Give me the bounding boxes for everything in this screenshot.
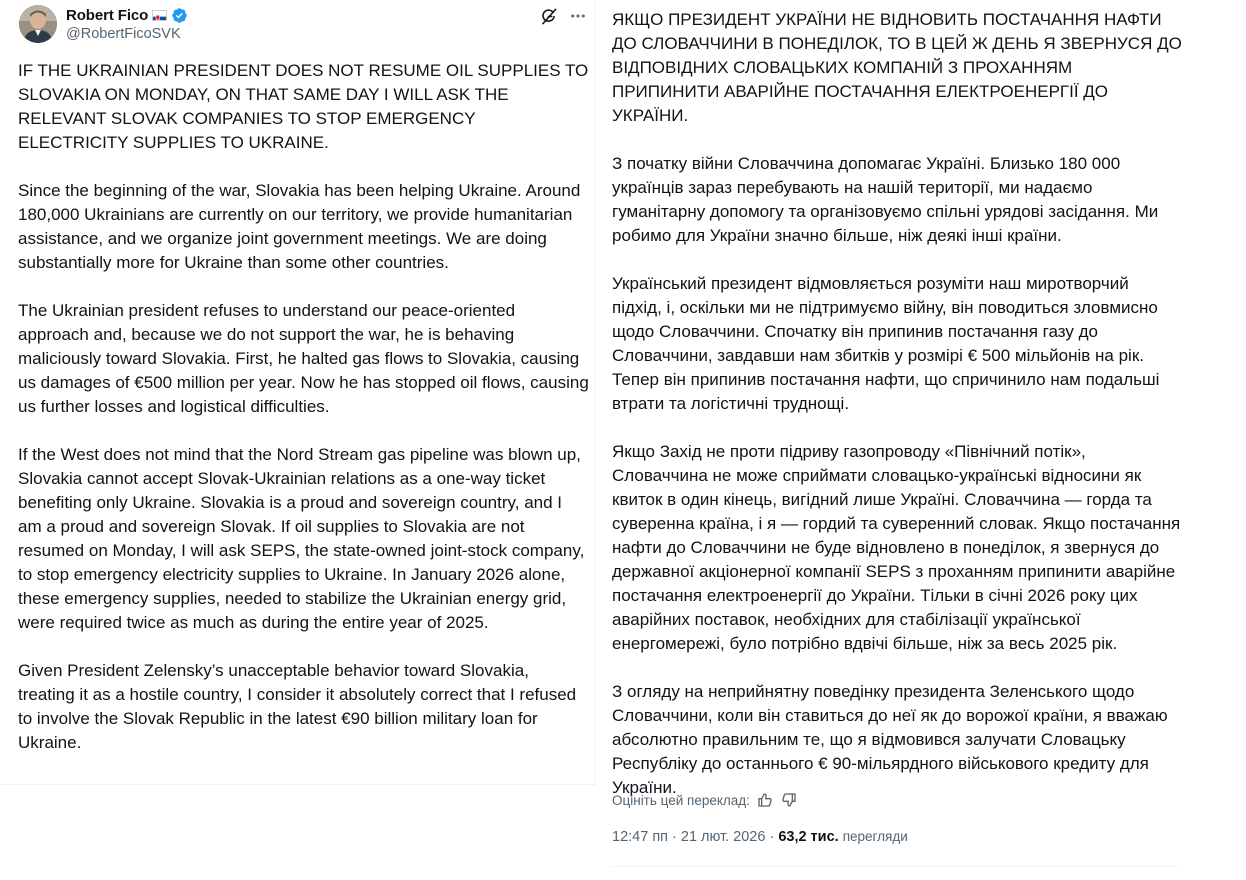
translated-paragraph: Якщо Захід не проти підриву газопроводу «Північний потік», Словаччина не може сприймати словацько-українські відносини як квиток в один кінець, вигідний лише Україні. Словаччина — горда та суверенна країна, і я — гордий та суверенний словак. Якщо постачання нафти до Словаччини не буде відновлено в понеділок, я звернуся до державної акціонерної компанії SEPS з проханням припинити аварійне постачання електроенергії до України. Тільки в січні 2026 року цих аварійних поставок, необхідних для стабілізації української енергомережі, було потрібно вдвічі більше, ніж за весь 2025 рік. [612,442,1181,653]
translated-paragraph: З початку війни Словаччина допомагає Україні. Близько 180 000 українців зараз перебувають на нашій території, ми надаємо гуманітарну допомогу та організовуємо спільні урядові засідання. Ми робимо для України значно більше, ніж деякі інші країни. [612,154,1159,245]
author-name[interactable]: Robert Fico [66,6,149,24]
author-handle[interactable]: @RobertFicoSVK [66,26,181,42]
post-paragraph: The Ukrainian president refuses to understand our peace-oriented approach and, because we do not support the war, he is behaving maliciously toward Slovakia. First, he halted gas flows to Slovakia, causing us damages of €500 million per year. Now he has stopped oil flows, causing us further losses and logistical difficulties. [18,301,589,416]
thumbs-up-icon[interactable] [756,791,774,809]
slovakia-flag-icon [152,10,167,21]
translated-paragraph: Український президент відмовляється розуміти наш миротворчий підхід, і, оскільки ми не підтримуємо війну, він поводиться зловмисно щодо Словаччини. Спочатку він припинив постачання газу до Словаччини, завдавши нам збитків у розмірі € 500 мільйонів на рік. Тепер він припинив постачання нафти, що спричинило нам подальші втрати та логістичні труднощі. [612,274,1160,413]
post-meta [612,829,908,845]
views-label: перегляди [842,829,908,844]
post-actions-top [538,6,588,26]
translated-paragraph: З огляду на неприйнятну поведінку президента Зеленського щодо Словаччини, коли він ставиться до неї як до ворожої країни, я вважаю абсолютно правильним те, що я відмовився залучати Словацьку Республіку до останнього € 90-мільярдного військового кредиту для України. [612,682,1168,797]
rate-translation-label: Оцініть цей переклад: [612,792,750,808]
post-paragraph: Since the beginning of the war, Slovakia has been helping Ukraine. Around 180,000 Ukrainians are currently on our territory, we provide humanitarian assistance, and we organize joint government meetings. We are doing substantially more for Ukraine than some other countries. [18,181,581,272]
translated-post-text [612,8,1182,800]
verified-badge-icon[interactable] [171,7,188,24]
profile-photo [19,5,57,43]
views-count: 63,2 тис. [778,829,839,845]
author-name-row [66,6,188,24]
original-post [0,0,596,785]
divider [612,866,1178,867]
thumbs-down-icon[interactable] [780,791,798,809]
post-timestamp[interactable]: 12:47 пп · 21 лют. 2026 · [612,829,779,845]
post-paragraph: IF THE UKRAINIAN PRESIDENT DOES NOT RESUME OIL SUPPLIES TO SLOVAKIA ON MONDAY, ON THAT SAME DAY I WILL ASK THE RELEVANT SLOVAK COMPANIES TO STOP EMERGENCY ELECTRICITY SUPPLIES TO UKRAINE. [18,61,589,152]
post-paragraph: Given President Zelensky’s unacceptable behavior toward Slovakia, treating it as a hostile country, I consider it absolutely correct that I refused to involve the Slovak Republic in the latest €90 billion military loan for Ukraine. [18,661,577,752]
avatar[interactable] [19,5,57,43]
more-options-icon[interactable] [568,6,588,26]
grok-icon[interactable] [538,6,558,26]
post-text [18,59,590,755]
rate-translation [612,790,798,810]
translated-paragraph: ЯКЩО ПРЕЗИДЕНТ УКРАЇНИ НЕ ВІДНОВИТЬ ПОСТАЧАННЯ НАФТИ ДО СЛОВАЧЧИНИ В ПОНЕДІЛОК, ТО В ЦЕЙ Ж ДЕНЬ Я ЗВЕРНУСЯ ДО ВІДПОВІДНИХ СЛОВАЦЬКИХ КОМПАНІЙ З ПРОХАННЯМ ПРИПИНИТИ АВАРІЙНЕ ПОСТАЧАННЯ ЕЛЕКТРОЕНЕРГІЇ ДО УКРАЇНИ. [612,10,1182,125]
post-paragraph: If the West does not mind that the Nord Stream gas pipeline was blown up, Slovakia cannot accept Slovak-Ukrainian relations as a one-way ticket benefiting only Ukraine. Slovakia is a proud and sovereign country, and I am a proud and sovereign Slovak. If oil supplies to Slovakia are not resumed on Monday, I will ask SEPS, the state-owned joint-stock company, to stop emergency electricity supplies to Ukraine. In January 2026 alone, these emergency supplies, needed to stabilize the Ukrainian energy grid, were required twice as much as during the entire year of 2025. [18,445,585,632]
